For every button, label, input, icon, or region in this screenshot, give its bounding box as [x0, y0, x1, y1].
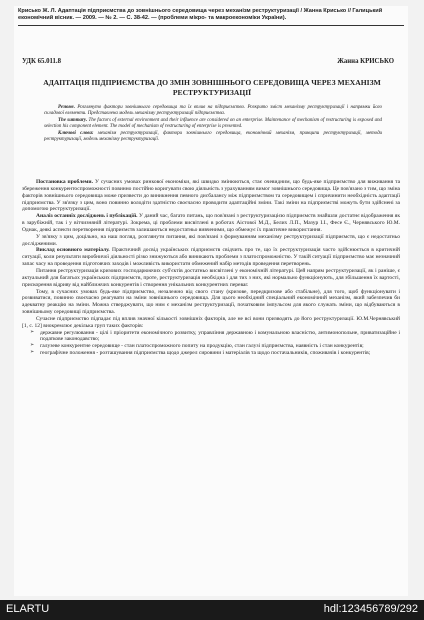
keywords: [44, 131, 382, 143]
article-body: [22, 179, 400, 357]
paragraph: У зв'язку з цим, доцільно, на наш погляд, розглянути питання, які пов'язані з формуванням механізму реструктуризації підприємств, що є недостатньо дослідженими.: [22, 233, 400, 247]
article-title: АДАПТАЦІЯ ПІДПРИЄМСТВА ДО ЗМІН ЗОВНІШНЬОГО СЕРЕДОВИЩА ЧЕРЕЗ МЕХАНІЗМ РЕСТРУКТУРИЗАЦІЇ: [43, 78, 381, 97]
handle-id: hdl:123456789/292: [323, 603, 418, 615]
paragraph: [22, 179, 400, 213]
paragraph: Сучасне підприємство підпадає під вплив значної кількості зовнішніх факторів, але не всі вони призводять до його реструктуризації. Ю.М.Чернявський [1, с. 12] виокремлює декілька груп таких факторів:: [22, 315, 400, 329]
abstract-ua-text: Розглянуто фактори зовнішнього середовища та їх вплив на підприємство. Розкрито зміст механізму реструктуризації і напрямки його складової елементи. Представлена модель механізму реструктуризації підприємства.: [44, 105, 382, 117]
paragraph-text: У даний час, багато питань, що пов'язані з реструктуризацією підприємств знайшли достатнє відображення як в зарубіжній, так і у вітчизняній літературі. Зокрема, ці проблеми висвітлені в роботах Аістової М.Д., Белих Л.П., Мазур І.І., Фесе Є., Чернявського Ю.М. Однак, деякі аспекти перетворення підприємств залишаються недостатньо вивченими, що обмежує їх практичне використання.: [22, 213, 400, 233]
document-page: [14, 6, 408, 596]
paragraph: Тому, в сучасних умовах будь-яке підприємство, незалежно від свого стану (кризове, передкризове або стабільне), для того, щоб функціонувати і розвиватися, повинно своєчасно реагувати на зміни зовнішнього середовища. Для цього необхідний спеціальний економічний механізм, який забезпечив би адекватну реакцію на зміни. Можна стверджувати, що ним є механізм реструктуризації, початковим імпульсом для якого служать зміни, що відбуваються в зовнішньому середовищі підприємства.: [22, 288, 400, 316]
paragraph: Питання реструктуризація кризових господарюючих суб'єктів достатньо висвітлені у економічній літературі. Цей напрям реструктуризації, як і раніше, є актуальний для багатьох українських підприємств, проте, реструктуризація необхідна і для тих з них, які нормально функціонують, для збільшення їх вартості, прискорення відриву від найближчих конкурентів і створення унікальних конкурентних переваг.: [22, 267, 400, 288]
paragraph-text: У сучасних умовах ринкової економіки, які швидко змінюються, стає очевидним, що будь-яке підприємство для виживання та збереження конкурентоспроможності повинно постійно коригувати свою діяльність з урахуванням вимог зовнішнього середовища. Це пов'язано з тим, що зміна факторів зовнішнього середовища може призвести до виникнення певного дисбалансу між підприємством та середовищем і спричинити необхідність адаптації підприємства. У зв'язку з цим, воно повинно володіти здатністю своєчасно проводити адаптаційні зміни. Такі зміни на підприємстві можуть бути здійснені за допомогою реструктуризації.: [22, 179, 401, 213]
abstract-en-text: The factors of external environment and their influence are considered on an enterprise. Maintenance of mechanism of restructuring is exposed and selection his component element. The model of mechanism of restructuring of enterprise is presented.: [44, 118, 382, 130]
abstract-en: [44, 118, 382, 130]
citation-header: Крисько Ж. Л. Адаптація підприємства до зовнішнього середовища через механізм реструктуризації / Жанна Крисько // Галицький економічний вісник. — 2009. — № 2. — С. 38-42. — (проблеми мікро- та макроекономіки України).: [18, 8, 404, 26]
author-name: Жанна КРИСЬКО: [337, 58, 394, 65]
paragraph-text: Практичний досвід українських підприємств свідчить про те, що їх реструктуризація часто здійснюється в критичній ситуації, коли результати виробничої діяльності різко знижуються або виникають проблеми з платоспроможністю. У такій ситуації підприємство має незначний запас часу на проведення підготовчих заходів і можливість використати обмежений набір методів проведення перетворень.: [22, 247, 400, 268]
paragraph: [22, 247, 400, 268]
keywords-text: механізм реструктуризації, фактори зовнішнього середовища, економічний механізм, принципи реструктуризації, методи реструктуризації, модель механізму реструктуризації.: [44, 131, 382, 143]
list-item: ➢ географічне положення - розташування підприємства щодо джерел сировини і матеріалів та щодо постачальників, споживачів і конкурентів;: [40, 350, 400, 357]
list-item: ➢ державне регулювання - цілі і пріоритети економічного розвитку, управління державною і комунальною власністю, антимонопольне, приватизаційне і податкове законодавство;: [40, 330, 400, 344]
factor-list: [22, 330, 400, 357]
abstract-block: [44, 105, 382, 145]
abstract-en-label: The summary.: [58, 118, 88, 124]
paragraph: [22, 213, 400, 234]
abstract-ua: [44, 105, 382, 117]
list-item: ➢ галузеве конкурентне середовище - стан платоспроможного попиту на продукцію, стан галузі підприємства, наявність і стан конкурентів;: [40, 343, 400, 350]
paragraph-heading: Аналіз останніх досліджень і публікацій.: [36, 213, 138, 220]
paragraph-heading: Постановка проблеми.: [36, 179, 93, 185]
status-bar: [0, 600, 424, 620]
paragraph-heading: Виклад основного матеріалу.: [36, 247, 110, 254]
repository-label: ELARTU: [6, 603, 50, 615]
abstract-ua-label: Резюме.: [58, 105, 75, 110]
udc-code: УДК 65.011.8: [22, 58, 62, 65]
keywords-label: Ключові слова:: [58, 131, 94, 137]
